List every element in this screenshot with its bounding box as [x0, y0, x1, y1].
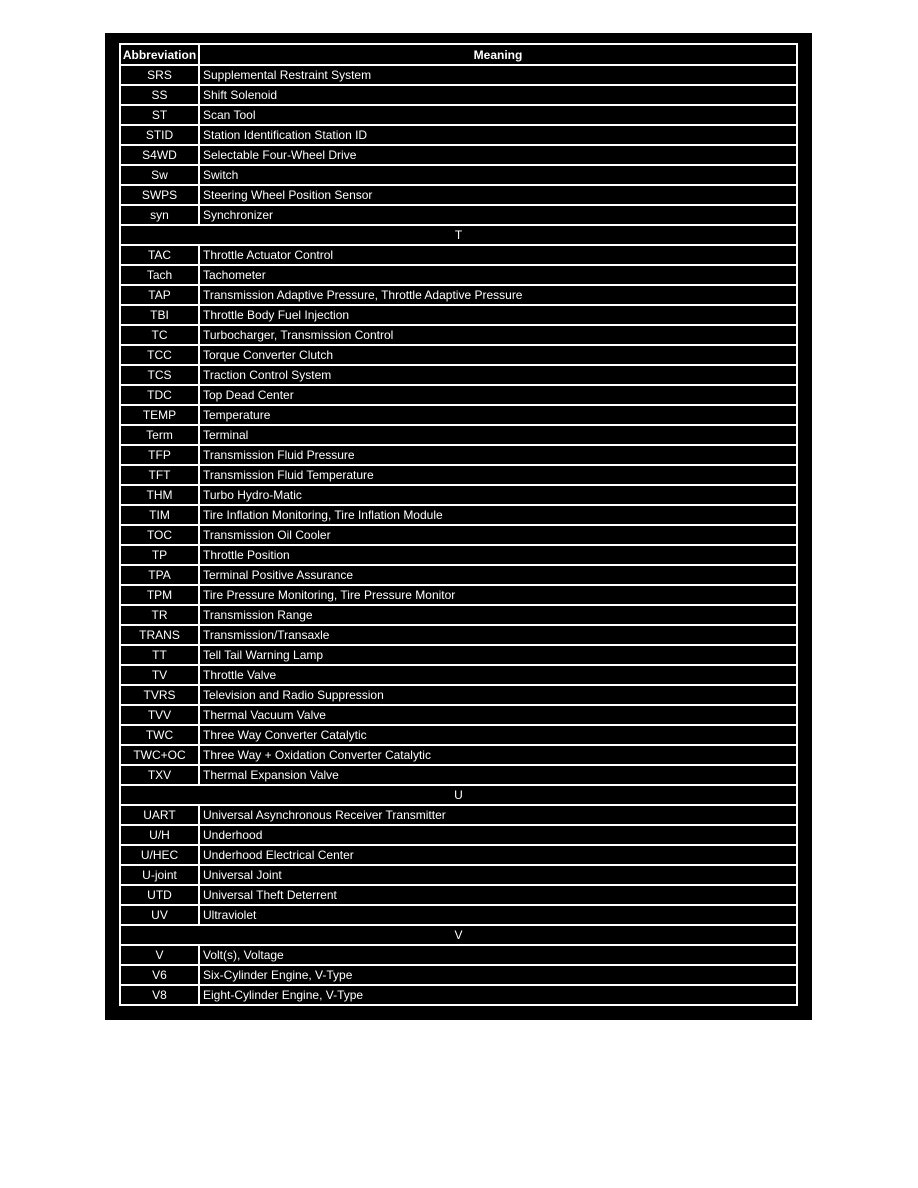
abbreviation-cell: TC	[121, 326, 198, 344]
table-row	[121, 886, 796, 904]
table-row	[121, 986, 796, 1004]
table-row	[121, 906, 796, 924]
abbreviation-cell: TVRS	[121, 686, 198, 704]
abbreviation-cell: SRS	[121, 66, 198, 84]
abbreviation-cell: TR	[121, 606, 198, 624]
table-row	[121, 566, 796, 584]
meaning-cell: Traction Control System	[200, 366, 796, 384]
table-row	[121, 606, 796, 624]
document-panel	[105, 33, 812, 1020]
abbreviation-cell: SWPS	[121, 186, 198, 204]
meaning-cell: Thermal Expansion Valve	[200, 766, 796, 784]
abbreviation-cell: syn	[121, 206, 198, 224]
meaning-cell: Top Dead Center	[200, 386, 796, 404]
table-row	[121, 386, 796, 404]
abbreviation-cell: S4WD	[121, 146, 198, 164]
abbreviation-cell: TEMP	[121, 406, 198, 424]
meaning-cell: Three Way Converter Catalytic	[200, 726, 796, 744]
meaning-cell: Transmission Fluid Pressure	[200, 446, 796, 464]
abbreviation-cell: TVV	[121, 706, 198, 724]
abbreviation-cell: THM	[121, 486, 198, 504]
meaning-cell: Throttle Actuator Control	[200, 246, 796, 264]
meaning-cell: Transmission Oil Cooler	[200, 526, 796, 544]
abbreviation-cell: TAC	[121, 246, 198, 264]
table-row	[121, 266, 796, 284]
abbreviation-cell: UV	[121, 906, 198, 924]
meaning-cell: Eight-Cylinder Engine, V-Type	[200, 986, 796, 1004]
table-row	[121, 586, 796, 604]
table-row	[121, 426, 796, 444]
meaning-cell: Temperature	[200, 406, 796, 424]
meaning-cell: Transmission Range	[200, 606, 796, 624]
meaning-cell: Steering Wheel Position Sensor	[200, 186, 796, 204]
abbreviation-cell: Tach	[121, 266, 198, 284]
abbreviation-cell: V8	[121, 986, 198, 1004]
table-row	[121, 706, 796, 724]
abbreviation-cell: TWC	[121, 726, 198, 744]
abbreviation-cell: TWC+OC	[121, 746, 198, 764]
section-header-row	[121, 926, 796, 944]
abbreviation-cell: TCS	[121, 366, 198, 384]
abbreviation-cell: TIM	[121, 506, 198, 524]
abbreviation-cell: STID	[121, 126, 198, 144]
abbreviation-cell: UTD	[121, 886, 198, 904]
abbreviation-cell: UART	[121, 806, 198, 824]
meaning-cell: Throttle Position	[200, 546, 796, 564]
meaning-cell: Three Way + Oxidation Converter Catalytic	[200, 746, 796, 764]
abbreviation-cell: TBI	[121, 306, 198, 324]
meaning-cell: Transmission Adaptive Pressure, Throttle Adaptive Pressure	[200, 286, 796, 304]
table-row	[121, 66, 796, 84]
table-row	[121, 406, 796, 424]
abbreviation-cell: TP	[121, 546, 198, 564]
meaning-cell: Torque Converter Clutch	[200, 346, 796, 364]
abbreviation-cell: TOC	[121, 526, 198, 544]
abbreviation-cell: TRANS	[121, 626, 198, 644]
meaning-cell: Terminal Positive Assurance	[200, 566, 796, 584]
table-row	[121, 486, 796, 504]
abbreviation-cell: V6	[121, 966, 198, 984]
meaning-cell: Tire Inflation Monitoring, Tire Inflation Module	[200, 506, 796, 524]
abbreviation-cell: Sw	[121, 166, 198, 184]
meaning-cell: Station Identification Station ID	[200, 126, 796, 144]
table-body	[121, 66, 796, 1004]
section-header-row	[121, 226, 796, 244]
abbreviation-cell: U-joint	[121, 866, 198, 884]
meaning-cell: Ultraviolet	[200, 906, 796, 924]
table-row	[121, 866, 796, 884]
abbreviation-cell: SS	[121, 86, 198, 104]
table-row	[121, 346, 796, 364]
table-row	[121, 966, 796, 984]
table-row	[121, 466, 796, 484]
abbreviation-column-header: Abbreviation	[121, 45, 198, 64]
meaning-cell: Supplemental Restraint System	[200, 66, 796, 84]
table-row	[121, 526, 796, 544]
table-header-row	[121, 45, 796, 64]
meaning-cell: Turbo Hydro-Matic	[200, 486, 796, 504]
table-row	[121, 546, 796, 564]
abbreviation-cell: TAP	[121, 286, 198, 304]
table-row	[121, 246, 796, 264]
meaning-cell: Universal Theft Deterrent	[200, 886, 796, 904]
section-letter: U	[121, 786, 796, 804]
table-row	[121, 146, 796, 164]
table-row	[121, 366, 796, 384]
abbreviation-cell: TV	[121, 666, 198, 684]
meaning-cell: Television and Radio Suppression	[200, 686, 796, 704]
table-row	[121, 686, 796, 704]
table-row	[121, 326, 796, 344]
abbreviation-cell: U/HEC	[121, 846, 198, 864]
abbreviation-cell: ST	[121, 106, 198, 124]
abbreviation-cell: TXV	[121, 766, 198, 784]
meaning-cell: Switch	[200, 166, 796, 184]
meaning-cell: Tachometer	[200, 266, 796, 284]
section-header-row	[121, 786, 796, 804]
abbreviation-cell: Term	[121, 426, 198, 444]
table-row	[121, 306, 796, 324]
abbreviation-cell: TFP	[121, 446, 198, 464]
table-row	[121, 726, 796, 744]
meaning-cell: Six-Cylinder Engine, V-Type	[200, 966, 796, 984]
abbreviation-cell: TCC	[121, 346, 198, 364]
abbreviation-cell: TPA	[121, 566, 198, 584]
meaning-cell: Thermal Vacuum Valve	[200, 706, 796, 724]
table-row	[121, 506, 796, 524]
meaning-cell: Universal Asynchronous Receiver Transmitter	[200, 806, 796, 824]
table-row	[121, 666, 796, 684]
meaning-cell: Selectable Four-Wheel Drive	[200, 146, 796, 164]
section-letter: T	[121, 226, 796, 244]
abbreviation-cell: TFT	[121, 466, 198, 484]
abbreviation-table	[119, 43, 798, 1006]
meaning-cell: Throttle Valve	[200, 666, 796, 684]
meaning-cell: Volt(s), Voltage	[200, 946, 796, 964]
table-row	[121, 846, 796, 864]
abbreviation-cell: V	[121, 946, 198, 964]
meaning-cell: Transmission Fluid Temperature	[200, 466, 796, 484]
meaning-cell: Turbocharger, Transmission Control	[200, 326, 796, 344]
meaning-cell: Shift Solenoid	[200, 86, 796, 104]
meaning-cell: Transmission/Transaxle	[200, 626, 796, 644]
abbreviation-cell: U/H	[121, 826, 198, 844]
table-row	[121, 126, 796, 144]
meaning-column-header: Meaning	[200, 45, 796, 64]
table-row	[121, 86, 796, 104]
table-row	[121, 626, 796, 644]
abbreviation-cell: TPM	[121, 586, 198, 604]
table-row	[121, 746, 796, 764]
table-row	[121, 646, 796, 664]
meaning-cell: Tell Tail Warning Lamp	[200, 646, 796, 664]
table-row	[121, 826, 796, 844]
table-row	[121, 166, 796, 184]
meaning-cell: Scan Tool	[200, 106, 796, 124]
table-row	[121, 806, 796, 824]
meaning-cell: Synchronizer	[200, 206, 796, 224]
meaning-cell: Underhood Electrical Center	[200, 846, 796, 864]
abbreviation-cell: TT	[121, 646, 198, 664]
abbreviation-cell: TDC	[121, 386, 198, 404]
table-row	[121, 106, 796, 124]
meaning-cell: Underhood	[200, 826, 796, 844]
table-row	[121, 286, 796, 304]
meaning-cell: Universal Joint	[200, 866, 796, 884]
meaning-cell: Throttle Body Fuel Injection	[200, 306, 796, 324]
table-row	[121, 946, 796, 964]
meaning-cell: Tire Pressure Monitoring, Tire Pressure Monitor	[200, 586, 796, 604]
table-row	[121, 186, 796, 204]
table-row	[121, 766, 796, 784]
table-row	[121, 206, 796, 224]
table-row	[121, 446, 796, 464]
section-letter: V	[121, 926, 796, 944]
meaning-cell: Terminal	[200, 426, 796, 444]
